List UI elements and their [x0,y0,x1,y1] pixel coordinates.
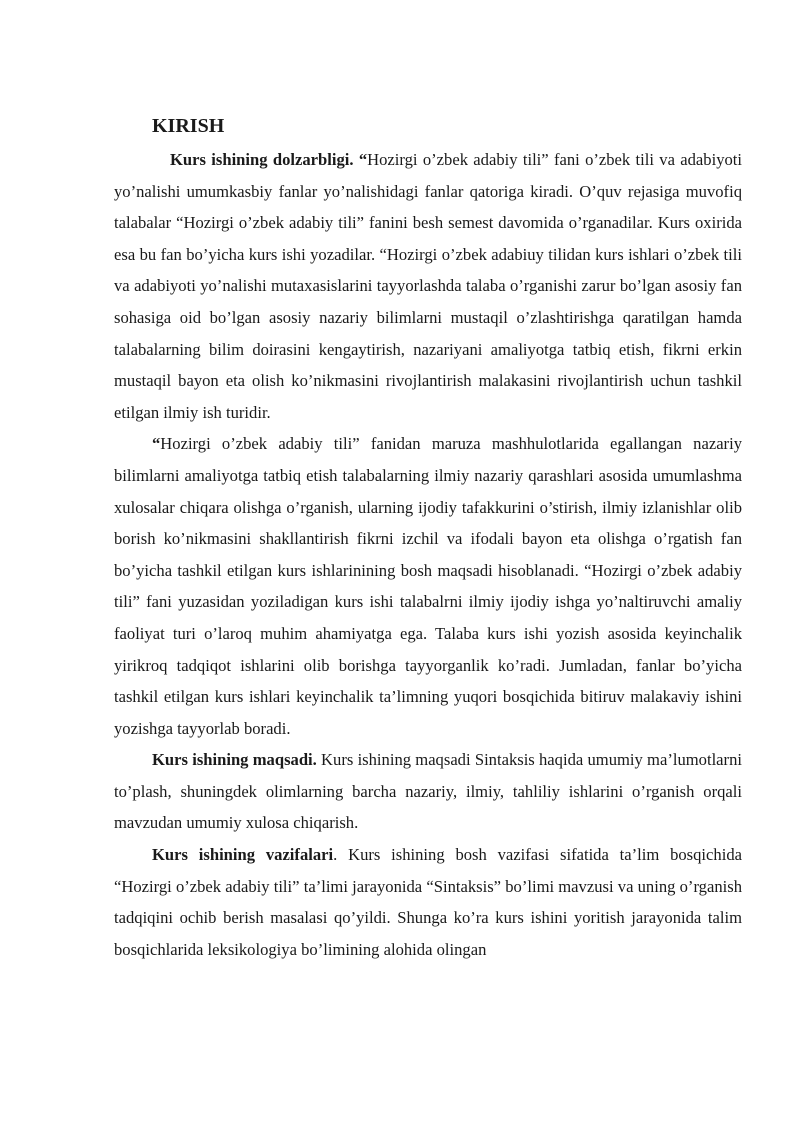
paragraph-goal-context [114,428,742,744]
paragraph-text: Hozirgi o’zbek adabiy tili” fanidan maruza mashhulotlarida egallangan nazariy bilimlarni amaliyotga tatbiq etish talabalarning ilmiy nazariy qarashlari asosida umumlashma xulosalar chiqara olishga o’rganish, ularning ijodiy tafakkurini o’stirish, ilmiy izlanishlar olib borish ko’nikmasini shakllantirish fikrni izchil va ifodali bayon eta olishga o’rgatish fan bo’yicha tashkil etilgan kurs ishlarinining bosh maqsadi hisoblanadi. “Hozirgi o’zbek adabiy tili” fani yuzasidan yoziladigan kurs ishi talabalrni ilmiy ijodiy ishga yo’naltiruvchi amaliy faoliyat turi o’laroq muhim ahamiyatga ega. Talaba kurs ishi yozish asosida keyinchalik yirikroq tadqiqot ishlarini olib borishga tayyorganlik ko’radi. Jumladan, fanlar bo’yicha tashkil etilgan kurs ishlari keyinchalik ta’limning yuqori bosqichida bitiruv malakaviy ishini yozishga tayyorlab boradi. [114,434,742,738]
document-page [114,112,742,965]
paragraph-purpose [114,744,742,839]
paragraph-lead: “ [152,434,161,454]
paragraph-lead: Kurs ishining dolzarbligi. “ [170,150,368,169]
paragraph-text: Hozirgi o’zbek adabiy tili” fani o’zbek tili va adabiyoti yo’nalishi umumkasbiy fanlar yo’nalishidagi fanlar qatoriga kiradi. O’quv rejasiga muvofiq talabalar “Hozirgi o’zbek adabiy tili” fanini besh semest davomida o’rganadilar. Kurs oxirida esa bu fan bo’yicha kurs ishi yozadilar. “Hozirgi o’zbek adabiuy tilidan kurs ishlari o’zbek tili va adabiyoti yo’nalishi mutaxasislarini tayyorlashda talaba o’rganishi zarur bo’lgan asosiy fan sohasiga oid bo’lgan asosiy nazariy bilimlarni mustaqil o’zlashtirishga qaratilgan hamda talabalarning bilim doirasini kengaytirish, nazariyani amaliyotga tatbiq etish, fikrni erkin mustaqil bayon eta olish ko’nikmasini rivojlantirish malakasini rivojlantirish uchun tashkil etilgan ilmiy ish turidir. [114,150,743,422]
paragraph-tasks [114,839,742,965]
paragraph-relevance [114,144,742,428]
paragraph-text: . Kurs ishining bosh vazifasi sifatida ta’lim bosqichida “Hozirgi o’zbek adabiy tili” ta’limi jarayonida “Sintaksis” bo’limi mavzusi va uning o’rganish tadqiqini ochib berish masalasi qo’yildi. Shunga ko’ra kurs ishini yoritish jarayonida talim bosqichlarida leksikologiya bo’limining alohida olingan [114,845,742,959]
paragraph-lead: Kurs ishining vazifalari [152,845,334,865]
paragraph-text: Kurs ishining maqsadi Sintaksis haqida umumiy ma’lumotlarni to’plash, shuningdek olimlarning barcha nazariy, ilmiy, tahliliy ishlarini o’rganish orqali mavzudan umumiy xulosa chiqarish. [114,750,742,833]
paragraph-lead: Kurs ishining maqsadi. [152,750,317,770]
section-heading: KIRISH [152,115,225,137]
